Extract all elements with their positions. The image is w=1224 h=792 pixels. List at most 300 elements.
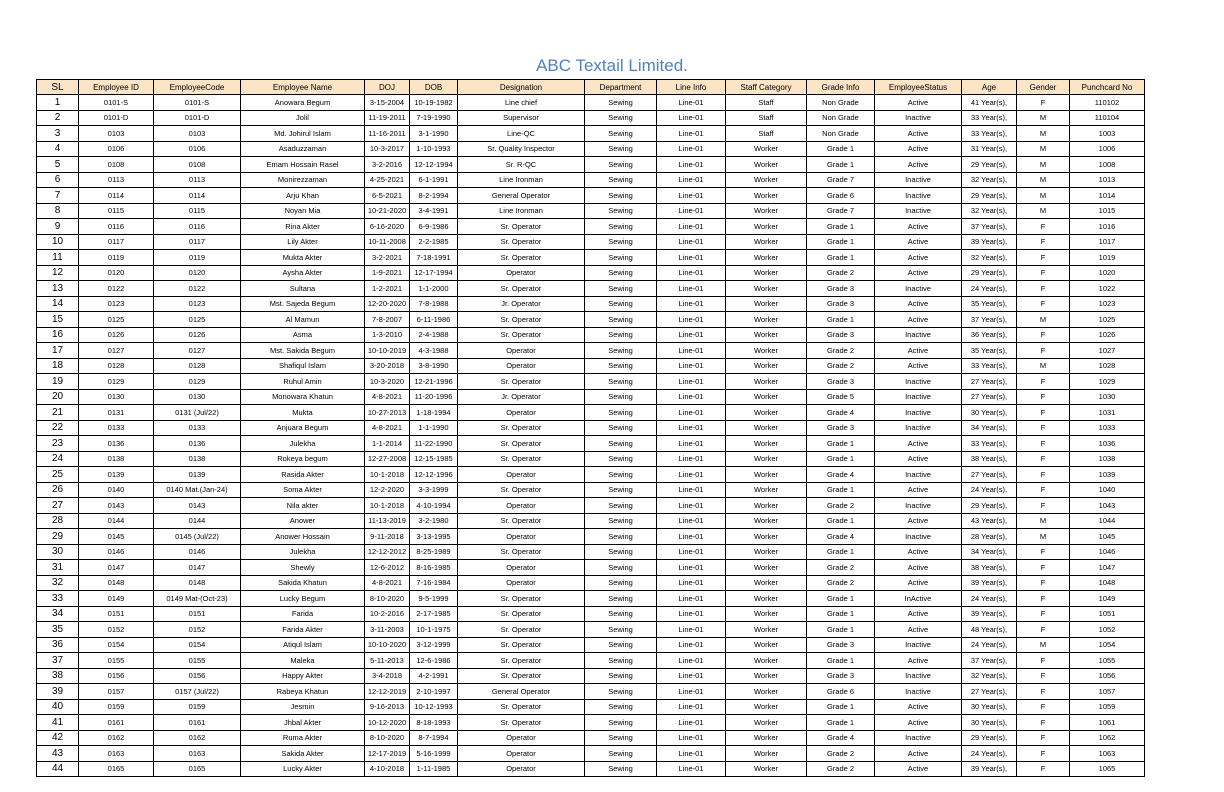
- cell-staff-category: Worker: [726, 188, 807, 204]
- cell-sl: 11: [37, 250, 79, 266]
- cell-punchcard-no: 1055: [1070, 653, 1145, 669]
- cell-grade-info: Non Grade: [807, 126, 875, 142]
- cell-gender: F: [1017, 467, 1070, 483]
- cell-department: Sewing: [585, 482, 657, 498]
- cell-grade-info: Grade 5: [807, 389, 875, 405]
- cell-punchcard-no: 1016: [1070, 219, 1145, 235]
- cell-employee-code: 0117: [154, 234, 241, 250]
- cell-employee-status: Active: [875, 575, 962, 591]
- cell-grade-info: Grade 1: [807, 715, 875, 731]
- table-row: [37, 684, 1145, 700]
- cell-dob: 12-15-1985: [410, 451, 458, 467]
- cell-sl: 21: [37, 405, 79, 421]
- cell-employee-status: Inactive: [875, 110, 962, 126]
- cell-punchcard-no: 110104: [1070, 110, 1145, 126]
- cell-grade-info: Grade 3: [807, 637, 875, 653]
- cell-punchcard-no: 1019: [1070, 250, 1145, 266]
- cell-grade-info: Grade 4: [807, 467, 875, 483]
- cell-gender: F: [1017, 250, 1070, 266]
- table-row: [37, 482, 1145, 498]
- cell-grade-info: Grade 3: [807, 296, 875, 312]
- cell-designation: Sr. Operator: [458, 482, 585, 498]
- cell-doj: 4-8-2021: [365, 389, 410, 405]
- cell-line-info: Line-01: [657, 544, 726, 560]
- cell-designation: Line Ironman: [458, 172, 585, 188]
- cell-employee-name: Jhbal Akter: [241, 715, 365, 731]
- cell-employee-name: Maleka: [241, 653, 365, 669]
- cell-employee-code: 0143: [154, 498, 241, 514]
- cell-employee-name: Al Mamun: [241, 312, 365, 328]
- cell-employee-name: Nila akter: [241, 498, 365, 514]
- cell-employee-status: InActive: [875, 591, 962, 607]
- cell-designation: Operator: [458, 560, 585, 576]
- cell-punchcard-no: 1022: [1070, 281, 1145, 297]
- report-title: ABC Textail Limited.: [536, 56, 688, 75]
- cell-employee-id: 0149: [79, 591, 154, 607]
- cell-punchcard-no: 1062: [1070, 730, 1145, 746]
- cell-employee-code: 0147: [154, 560, 241, 576]
- cell-employee-name: Sultana: [241, 281, 365, 297]
- cell-department: Sewing: [585, 234, 657, 250]
- cell-employee-name: Asma: [241, 327, 365, 343]
- cell-department: Sewing: [585, 281, 657, 297]
- cell-department: Sewing: [585, 219, 657, 235]
- cell-line-info: Line-01: [657, 451, 726, 467]
- cell-dob: 7-18-1991: [410, 250, 458, 266]
- cell-age: 32 Year(s),: [962, 172, 1017, 188]
- cell-employee-status: Active: [875, 513, 962, 529]
- cell-employee-status: Active: [875, 312, 962, 328]
- cell-line-info: Line-01: [657, 172, 726, 188]
- cell-sl: 23: [37, 436, 79, 452]
- cell-employee-id: 0113: [79, 172, 154, 188]
- cell-sl: 40: [37, 699, 79, 715]
- cell-employee-status: Inactive: [875, 203, 962, 219]
- cell-employee-status: Inactive: [875, 172, 962, 188]
- cell-department: Sewing: [585, 560, 657, 576]
- cell-age: 29 Year(s),: [962, 498, 1017, 514]
- cell-grade-info: Non Grade: [807, 110, 875, 126]
- cell-punchcard-no: 1048: [1070, 575, 1145, 591]
- cell-gender: M: [1017, 110, 1070, 126]
- cell-employee-id: 0161: [79, 715, 154, 731]
- cell-sl: 22: [37, 420, 79, 436]
- cell-grade-info: Grade 2: [807, 358, 875, 374]
- cell-employee-name: Md. Johirul Islam: [241, 126, 365, 142]
- cell-dob: 8-2-1994: [410, 188, 458, 204]
- cell-punchcard-no: 1063: [1070, 746, 1145, 762]
- column-header-designation: Designation: [458, 80, 585, 95]
- cell-gender: M: [1017, 172, 1070, 188]
- cell-grade-info: Grade 1: [807, 250, 875, 266]
- cell-gender: F: [1017, 730, 1070, 746]
- cell-age: 39 Year(s),: [962, 575, 1017, 591]
- cell-dob: 6-9-1986: [410, 219, 458, 235]
- column-header-employee-id: Employee ID: [79, 80, 154, 95]
- cell-designation: Jr. Operator: [458, 296, 585, 312]
- cell-grade-info: Grade 3: [807, 374, 875, 390]
- cell-department: Sewing: [585, 575, 657, 591]
- column-header-employee-name: Employee Name: [241, 80, 365, 95]
- table-row: [37, 436, 1145, 452]
- cell-employee-code: 0119: [154, 250, 241, 266]
- cell-staff-category: Worker: [726, 606, 807, 622]
- cell-employee-id: 0146: [79, 544, 154, 560]
- cell-employee-id: 0147: [79, 560, 154, 576]
- cell-employee-status: Inactive: [875, 281, 962, 297]
- cell-designation: Sr. Operator: [458, 653, 585, 669]
- cell-grade-info: Grade 2: [807, 746, 875, 762]
- cell-sl: 17: [37, 343, 79, 359]
- cell-employee-status: Active: [875, 761, 962, 777]
- cell-grade-info: Grade 6: [807, 684, 875, 700]
- cell-gender: F: [1017, 544, 1070, 560]
- cell-department: Sewing: [585, 126, 657, 142]
- cell-employee-status: Inactive: [875, 529, 962, 545]
- cell-designation: Sr. Operator: [458, 606, 585, 622]
- cell-punchcard-no: 1056: [1070, 668, 1145, 684]
- cell-employee-name: Monowara Khatun: [241, 389, 365, 405]
- cell-punchcard-no: 1057: [1070, 684, 1145, 700]
- cell-employee-status: Inactive: [875, 668, 962, 684]
- cell-doj: 8-10-2020: [365, 591, 410, 607]
- table-row: [37, 405, 1145, 421]
- cell-staff-category: Worker: [726, 265, 807, 281]
- table-row: [37, 591, 1145, 607]
- cell-doj: 12-27-2008: [365, 451, 410, 467]
- cell-employee-id: 0143: [79, 498, 154, 514]
- table-row: [37, 250, 1145, 266]
- cell-staff-category: Worker: [726, 467, 807, 483]
- cell-gender: F: [1017, 327, 1070, 343]
- cell-line-info: Line-01: [657, 746, 726, 762]
- cell-age: 34 Year(s),: [962, 544, 1017, 560]
- cell-employee-name: Emam Hossain Rasel: [241, 157, 365, 173]
- cell-grade-info: Grade 1: [807, 451, 875, 467]
- cell-department: Sewing: [585, 529, 657, 545]
- cell-employee-id: 0162: [79, 730, 154, 746]
- cell-employee-status: Inactive: [875, 389, 962, 405]
- cell-sl: 28: [37, 513, 79, 529]
- cell-staff-category: Worker: [726, 405, 807, 421]
- column-header-dob: DOB: [410, 80, 458, 95]
- cell-age: 34 Year(s),: [962, 420, 1017, 436]
- cell-employee-name: Lily Akter: [241, 234, 365, 250]
- cell-gender: F: [1017, 451, 1070, 467]
- cell-doj: 10-3-2020: [365, 374, 410, 390]
- cell-doj: 10-12-2020: [365, 715, 410, 731]
- cell-sl: 1: [37, 95, 79, 111]
- cell-department: Sewing: [585, 622, 657, 638]
- cell-line-info: Line-01: [657, 420, 726, 436]
- cell-staff-category: Worker: [726, 203, 807, 219]
- cell-employee-status: Active: [875, 622, 962, 638]
- cell-line-info: Line-01: [657, 591, 726, 607]
- cell-punchcard-no: 1017: [1070, 234, 1145, 250]
- cell-doj: 10-21-2020: [365, 203, 410, 219]
- cell-staff-category: Worker: [726, 420, 807, 436]
- cell-employee-id: 0163: [79, 746, 154, 762]
- cell-age: 32 Year(s),: [962, 250, 1017, 266]
- cell-gender: F: [1017, 234, 1070, 250]
- table-row: [37, 358, 1145, 374]
- cell-gender: M: [1017, 358, 1070, 374]
- cell-employee-code: 0144: [154, 513, 241, 529]
- cell-line-info: Line-01: [657, 219, 726, 235]
- cell-grade-info: Grade 7: [807, 203, 875, 219]
- cell-department: Sewing: [585, 653, 657, 669]
- cell-employee-code: 0130: [154, 389, 241, 405]
- cell-employee-code: 0126: [154, 327, 241, 343]
- cell-line-info: Line-01: [657, 761, 726, 777]
- table-row: [37, 544, 1145, 560]
- cell-sl: 10: [37, 234, 79, 250]
- cell-employee-id: 0131: [79, 405, 154, 421]
- cell-staff-category: Worker: [726, 327, 807, 343]
- cell-designation: Sr. Operator: [458, 327, 585, 343]
- cell-staff-category: Worker: [726, 544, 807, 560]
- cell-punchcard-no: 1014: [1070, 188, 1145, 204]
- cell-employee-name: Atiqul Islam: [241, 637, 365, 653]
- cell-staff-category: Worker: [726, 715, 807, 731]
- cell-department: Sewing: [585, 203, 657, 219]
- table-row: [37, 637, 1145, 653]
- cell-dob: 1-10-1993: [410, 141, 458, 157]
- cell-age: 29 Year(s),: [962, 730, 1017, 746]
- cell-gender: M: [1017, 513, 1070, 529]
- cell-doj: 12-12-2012: [365, 544, 410, 560]
- cell-employee-status: Inactive: [875, 730, 962, 746]
- cell-grade-info: Grade 2: [807, 343, 875, 359]
- cell-sl: 12: [37, 265, 79, 281]
- cell-doj: 5-11-2013: [365, 653, 410, 669]
- cell-doj: 3-4-2018: [365, 668, 410, 684]
- cell-department: Sewing: [585, 746, 657, 762]
- cell-designation: Sr. Operator: [458, 234, 585, 250]
- cell-employee-name: Asaduzzaman: [241, 141, 365, 157]
- cell-employee-status: Active: [875, 482, 962, 498]
- cell-employee-code: 0140 Mat.(Jan-24): [154, 482, 241, 498]
- table-row: [37, 95, 1145, 111]
- cell-gender: F: [1017, 95, 1070, 111]
- cell-dob: 1-11-1985: [410, 761, 458, 777]
- cell-designation: Sr. Operator: [458, 513, 585, 529]
- cell-employee-id: 0119: [79, 250, 154, 266]
- cell-employee-status: Inactive: [875, 374, 962, 390]
- cell-employee-id: 0103: [79, 126, 154, 142]
- cell-line-info: Line-01: [657, 358, 726, 374]
- cell-grade-info: Grade 1: [807, 141, 875, 157]
- cell-gender: M: [1017, 637, 1070, 653]
- cell-gender: F: [1017, 405, 1070, 421]
- cell-designation: Sr. Operator: [458, 715, 585, 731]
- cell-punchcard-no: 1003: [1070, 126, 1145, 142]
- cell-grade-info: Grade 1: [807, 234, 875, 250]
- cell-sl: 13: [37, 281, 79, 297]
- cell-staff-category: Worker: [726, 312, 807, 328]
- cell-doj: 7-8-2007: [365, 312, 410, 328]
- cell-line-info: Line-01: [657, 730, 726, 746]
- cell-gender: F: [1017, 746, 1070, 762]
- cell-employee-status: Active: [875, 699, 962, 715]
- cell-employee-id: 0139: [79, 467, 154, 483]
- cell-employee-name: Jesmin: [241, 699, 365, 715]
- cell-department: Sewing: [585, 513, 657, 529]
- column-header-doj: DOJ: [365, 80, 410, 95]
- cell-punchcard-no: 1027: [1070, 343, 1145, 359]
- cell-dob: 3-8-1990: [410, 358, 458, 374]
- cell-punchcard-no: 1036: [1070, 436, 1145, 452]
- cell-employee-id: 0155: [79, 653, 154, 669]
- cell-doj: 3-11-2003: [365, 622, 410, 638]
- cell-doj: 9-11-2018: [365, 529, 410, 545]
- cell-line-info: Line-01: [657, 684, 726, 700]
- cell-grade-info: Grade 2: [807, 560, 875, 576]
- cell-doj: 4-25-2021: [365, 172, 410, 188]
- cell-punchcard-no: 1033: [1070, 420, 1145, 436]
- cell-staff-category: Worker: [726, 575, 807, 591]
- cell-department: Sewing: [585, 358, 657, 374]
- cell-dob: 12-21-1996: [410, 374, 458, 390]
- cell-designation: Operator: [458, 730, 585, 746]
- cell-gender: F: [1017, 761, 1070, 777]
- cell-age: 37 Year(s),: [962, 312, 1017, 328]
- cell-age: 29 Year(s),: [962, 265, 1017, 281]
- cell-department: Sewing: [585, 684, 657, 700]
- cell-punchcard-no: 1065: [1070, 761, 1145, 777]
- cell-employee-name: Jolil: [241, 110, 365, 126]
- cell-department: Sewing: [585, 606, 657, 622]
- cell-grade-info: Grade 1: [807, 436, 875, 452]
- cell-age: 24 Year(s),: [962, 591, 1017, 607]
- cell-employee-status: Inactive: [875, 467, 962, 483]
- cell-employee-code: 0108: [154, 157, 241, 173]
- cell-gender: F: [1017, 219, 1070, 235]
- cell-sl: 37: [37, 653, 79, 669]
- cell-dob: 8-18-1993: [410, 715, 458, 731]
- cell-sl: 38: [37, 668, 79, 684]
- cell-employee-code: 0155: [154, 653, 241, 669]
- cell-employee-name: Arju Khan: [241, 188, 365, 204]
- cell-line-info: Line-01: [657, 188, 726, 204]
- cell-line-info: Line-01: [657, 606, 726, 622]
- cell-staff-category: Worker: [726, 172, 807, 188]
- cell-line-info: Line-01: [657, 575, 726, 591]
- cell-doj: 11-13-2019: [365, 513, 410, 529]
- cell-department: Sewing: [585, 544, 657, 560]
- cell-doj: 10-27-2013: [365, 405, 410, 421]
- cell-sl: 31: [37, 560, 79, 576]
- cell-employee-status: Active: [875, 219, 962, 235]
- cell-age: 37 Year(s),: [962, 653, 1017, 669]
- cell-department: Sewing: [585, 188, 657, 204]
- cell-sl: 2: [37, 110, 79, 126]
- cell-staff-category: Worker: [726, 250, 807, 266]
- cell-department: Sewing: [585, 637, 657, 653]
- cell-grade-info: Grade 2: [807, 761, 875, 777]
- cell-employee-name: Mukta Akter: [241, 250, 365, 266]
- cell-dob: 3-13-1995: [410, 529, 458, 545]
- cell-department: Sewing: [585, 110, 657, 126]
- cell-employee-code: 0128: [154, 358, 241, 374]
- cell-punchcard-no: 1013: [1070, 172, 1145, 188]
- cell-staff-category: Worker: [726, 761, 807, 777]
- cell-staff-category: Worker: [726, 498, 807, 514]
- table-row: [37, 746, 1145, 762]
- cell-doj: 4-10-2018: [365, 761, 410, 777]
- cell-sl: 7: [37, 188, 79, 204]
- cell-punchcard-no: 1026: [1070, 327, 1145, 343]
- cell-employee-code: 0146: [154, 544, 241, 560]
- cell-employee-name: Lucky Akter: [241, 761, 365, 777]
- cell-designation: Operator: [458, 575, 585, 591]
- cell-dob: 4-10-1994: [410, 498, 458, 514]
- cell-department: Sewing: [585, 436, 657, 452]
- cell-line-info: Line-01: [657, 327, 726, 343]
- cell-gender: F: [1017, 715, 1070, 731]
- cell-employee-name: Rina Akter: [241, 219, 365, 235]
- cell-employee-code: 0148: [154, 575, 241, 591]
- cell-employee-code: 0156: [154, 668, 241, 684]
- cell-grade-info: Grade 3: [807, 281, 875, 297]
- cell-age: 24 Year(s),: [962, 637, 1017, 653]
- cell-line-info: Line-01: [657, 389, 726, 405]
- column-header-grade-info: Grade Info: [807, 80, 875, 95]
- cell-punchcard-no: 1023: [1070, 296, 1145, 312]
- table-row: [37, 296, 1145, 312]
- table-row: [37, 157, 1145, 173]
- cell-employee-code: 0131 (Jul/22): [154, 405, 241, 421]
- cell-gender: F: [1017, 668, 1070, 684]
- cell-doj: 12-12-2019: [365, 684, 410, 700]
- cell-gender: F: [1017, 296, 1070, 312]
- cell-employee-id: 0140: [79, 482, 154, 498]
- cell-staff-category: Worker: [726, 358, 807, 374]
- table-row: [37, 188, 1145, 204]
- cell-doj: 10-3-2017: [365, 141, 410, 157]
- cell-employee-id: 0101-S: [79, 95, 154, 111]
- cell-grade-info: Grade 2: [807, 265, 875, 281]
- cell-age: 33 Year(s),: [962, 110, 1017, 126]
- cell-employee-code: 0113: [154, 172, 241, 188]
- cell-punchcard-no: 1045: [1070, 529, 1145, 545]
- cell-employee-id: 0145: [79, 529, 154, 545]
- column-header-employee-code: EmployeeCode: [154, 80, 241, 95]
- cell-department: Sewing: [585, 327, 657, 343]
- cell-age: 39 Year(s),: [962, 234, 1017, 250]
- cell-staff-category: Worker: [726, 684, 807, 700]
- cell-designation: Line chief: [458, 95, 585, 111]
- cell-employee-name: Ruma Akter: [241, 730, 365, 746]
- cell-sl: 41: [37, 715, 79, 731]
- cell-doj: 4-8-2021: [365, 420, 410, 436]
- cell-sl: 25: [37, 467, 79, 483]
- cell-employee-status: Active: [875, 265, 962, 281]
- cell-department: Sewing: [585, 389, 657, 405]
- cell-employee-status: Active: [875, 296, 962, 312]
- cell-designation: General Operator: [458, 684, 585, 700]
- cell-employee-code: 0101-S: [154, 95, 241, 111]
- cell-designation: Sr. Operator: [458, 219, 585, 235]
- column-header-age: Age: [962, 80, 1017, 95]
- cell-employee-code: 0152: [154, 622, 241, 638]
- cell-grade-info: Grade 4: [807, 405, 875, 421]
- cell-age: 41 Year(s),: [962, 95, 1017, 111]
- cell-employee-id: 0165: [79, 761, 154, 777]
- cell-staff-category: Worker: [726, 451, 807, 467]
- cell-line-info: Line-01: [657, 141, 726, 157]
- table-row: [37, 730, 1145, 746]
